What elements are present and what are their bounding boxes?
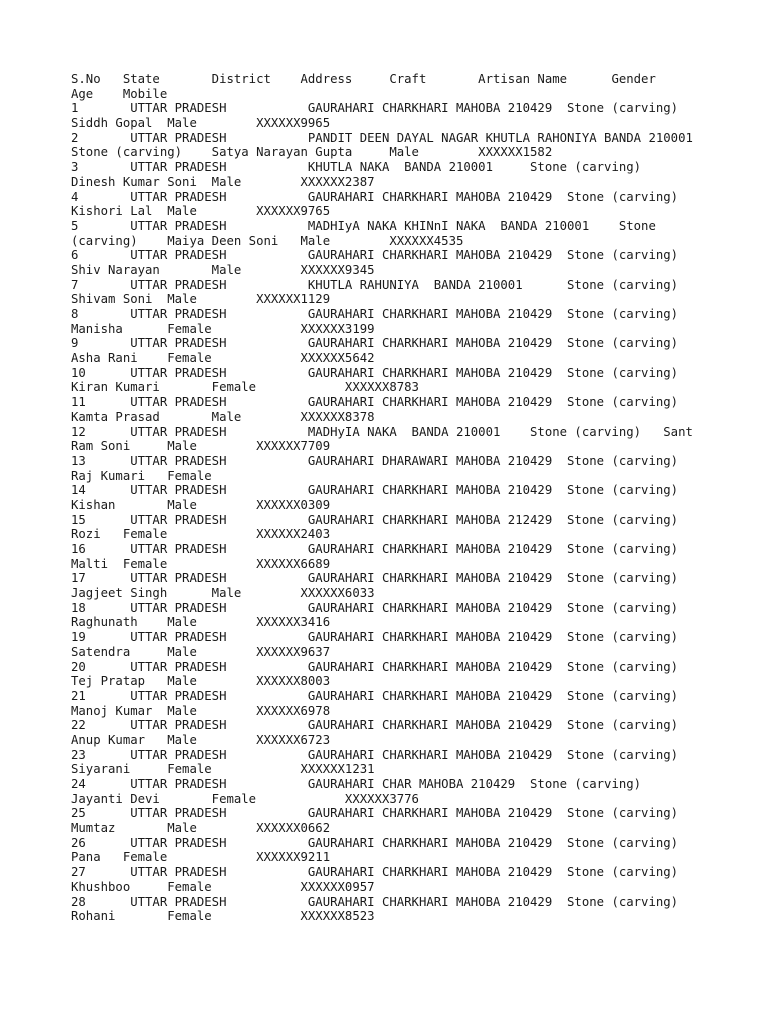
artisan-record [71, 248, 693, 277]
artisan-record [71, 131, 693, 160]
record-line: Khushboo Female XXXXXX0957 [71, 879, 375, 894]
record-line: 16 UTTAR PRADESH GAURAHARI CHARKHARI MAHOBA 210429 Stone (carving) [71, 542, 679, 556]
record-line: Jagjeet Singh Male XXXXXX6033 [71, 586, 375, 601]
record-line: Malti Female XXXXXX6689 [71, 556, 331, 571]
artisan-record [71, 454, 693, 483]
artisan-record [71, 336, 693, 365]
artisan-record [71, 630, 693, 659]
record-line: Satendra Male XXXXXX9637 [71, 644, 331, 659]
record-line: 10 UTTAR PRADESH GAURAHARI CHARKHARI MAHOBA 210429 Stone (carving) [71, 365, 679, 380]
record-line: 3 UTTAR PRADESH KHUTLA NAKA BANDA 210001 Stone (carving) [71, 160, 642, 175]
record-line: Jayanti Devi Female XXXXXX3776 [71, 791, 419, 806]
record-line: Manisha Female XXXXXX3199 [71, 321, 375, 336]
record-line: Mumtaz Male XXXXXX0662 [71, 821, 331, 836]
record-line: 27 UTTAR PRADESH GAURAHARI CHARKHARI MAHOBA 210429 Stone (carving) [71, 865, 679, 880]
record-line: 21 UTTAR PRADESH GAURAHARI CHARKHARI MAHOBA 210429 Stone (carving) [71, 688, 679, 703]
record-line: Raghunath Male XXXXXX3416 [71, 615, 331, 630]
record-line: Kamta Prasad Male XXXXXX8378 [71, 409, 375, 424]
record-line: 13 UTTAR PRADESH GAURAHARI DHARAWARI MAHOBA 210429 Stone (carving) [71, 453, 679, 468]
record-line: Rohani Female XXXXXX8523 [71, 909, 375, 924]
record-line: 4 UTTAR PRADESH GAURAHARI CHARKHARI MAHOBA 210429 Stone (carving) [71, 189, 679, 204]
record-line: Ram Soni Male XXXXXX7709 [71, 439, 331, 454]
record-line: Siyarani Female XXXXXX1231 [71, 762, 375, 777]
artisan-record [71, 865, 693, 894]
record-line: 19 UTTAR PRADESH GAURAHARI CHARKHARI MAHOBA 210429 Stone (carving) [71, 630, 679, 645]
record-line: 6 UTTAR PRADESH GAURAHARI CHARKHARI MAHOBA 210429 Stone (carving) [71, 248, 679, 263]
record-line: Siddh Gopal Male XXXXXX9965 [71, 116, 331, 131]
record-line: 8 UTTAR PRADESH GAURAHARI CHARKHARI MAHOBA 210429 Stone (carving) [71, 307, 679, 321]
artisan-record [71, 366, 693, 395]
artisan-record [71, 748, 693, 777]
record-line: Kishori Lal Male XXXXXX9765 [71, 204, 331, 219]
artisan-record [71, 895, 693, 924]
record-line: 28 UTTAR PRADESH GAURAHARI CHARKHARI MAHOBA 210429 Stone (carving) [71, 894, 679, 909]
record-line: 1 UTTAR PRADESH GAURAHARI CHARKHARI MAHOBA 210429 Stone (carving) [71, 101, 679, 116]
record-line: Rozi Female XXXXXX2403 [71, 527, 331, 542]
record-line: Kishan Male XXXXXX0309 [71, 497, 331, 512]
record-line: 23 UTTAR PRADESH GAURAHARI CHARKHARI MAHOBA 210429 Stone (carving) [71, 747, 679, 762]
record-line: 18 UTTAR PRADESH GAURAHARI CHARKHARI MAHOBA 210429 Stone (carving) [71, 600, 679, 615]
record-line: Raj Kumari Female [71, 468, 212, 483]
record-line: (carving) Maiya Deen Soni Male XXXXXX4535 [71, 233, 464, 248]
artisan-record [71, 190, 693, 219]
record-line: Manoj Kumar Male XXXXXX6978 [71, 703, 331, 718]
record-line: Pana Female XXXXXX9211 [71, 850, 331, 865]
artisan-record [71, 571, 693, 600]
record-line: Tej Pratap Male XXXXXX8003 [71, 674, 331, 689]
record-line: Shivam Soni Male XXXXXX1129 [71, 292, 331, 307]
record-line: 14 UTTAR PRADESH GAURAHARI CHARKHARI MAHOBA 210429 Stone (carving) [71, 483, 679, 498]
artisan-record [71, 513, 693, 542]
record-line: 25 UTTAR PRADESH GAURAHARI CHARKHARI MAHOBA 210429 Stone (carving) [71, 806, 679, 821]
artisan-record [71, 601, 693, 630]
record-line: Shiv Narayan Male XXXXXX9345 [71, 262, 375, 277]
column-header [71, 72, 693, 101]
header-line: S.No State District Address Craft Artisan Name Gender [71, 72, 656, 86]
record-line: Anup Kumar Male XXXXXX6723 [71, 732, 331, 747]
record-line: 5 UTTAR PRADESH MADHIyA NAKA KHINnI NAKA BANDA 210001 Stone [71, 218, 656, 233]
record-line: 26 UTTAR PRADESH GAURAHARI CHARKHARI MAHOBA 210429 Stone (carving) [71, 835, 679, 850]
artisan-record [71, 160, 693, 189]
record-line: Dinesh Kumar Soni Male XXXXXX2387 [71, 174, 375, 189]
artisan-record [71, 718, 693, 747]
artisan-record [71, 777, 693, 806]
record-line: 24 UTTAR PRADESH GAURAHARI CHAR MAHOBA 210429 Stone (carving) [71, 777, 642, 791]
artisan-records-text [71, 72, 693, 924]
record-line: 12 UTTAR PRADESH MADHyIA NAKA BANDA 210001 Stone (carving) Sant [71, 424, 693, 439]
artisan-record [71, 542, 693, 571]
artisan-record [71, 836, 693, 865]
record-list [71, 101, 693, 924]
record-line: 11 UTTAR PRADESH GAURAHARI CHARKHARI MAHOBA 210429 Stone (carving) [71, 395, 679, 410]
record-line: Stone (carving) Satya Narayan Gupta Male XXXXXX1582 [71, 145, 553, 160]
artisan-record [71, 483, 693, 512]
artisan-record [71, 689, 693, 718]
record-line: 22 UTTAR PRADESH GAURAHARI CHARKHARI MAHOBA 210429 Stone (carving) [71, 718, 679, 733]
record-line: Asha Rani Female XXXXXX5642 [71, 351, 375, 366]
artisan-record [71, 101, 693, 130]
artisan-record [71, 425, 693, 454]
record-line: Kiran Kumari Female XXXXXX8783 [71, 380, 419, 395]
record-line: 9 UTTAR PRADESH GAURAHARI CHARKHARI MAHOBA 210429 Stone (carving) [71, 336, 679, 351]
record-line: 17 UTTAR PRADESH GAURAHARI CHARKHARI MAHOBA 210429 Stone (carving) [71, 571, 679, 586]
artisan-record [71, 660, 693, 689]
record-line: 20 UTTAR PRADESH GAURAHARI CHARKHARI MAHOBA 210429 Stone (carving) [71, 659, 679, 674]
artisan-record [71, 806, 693, 835]
artisan-record [71, 278, 693, 307]
record-line: 7 UTTAR PRADESH KHUTLA RAHUNIYA BANDA 210001 Stone (carving) [71, 277, 679, 292]
artisan-record [71, 219, 693, 248]
artisan-record [71, 395, 693, 424]
header-line: Age Mobile [71, 86, 168, 101]
artisan-record [71, 307, 693, 336]
record-line: 2 UTTAR PRADESH PANDIT DEEN DAYAL NAGAR KHUTLA RAHONIYA BANDA 210001 [71, 130, 693, 145]
record-line: 15 UTTAR PRADESH GAURAHARI CHARKHARI MAHOBA 212429 Stone (carving) [71, 512, 679, 527]
